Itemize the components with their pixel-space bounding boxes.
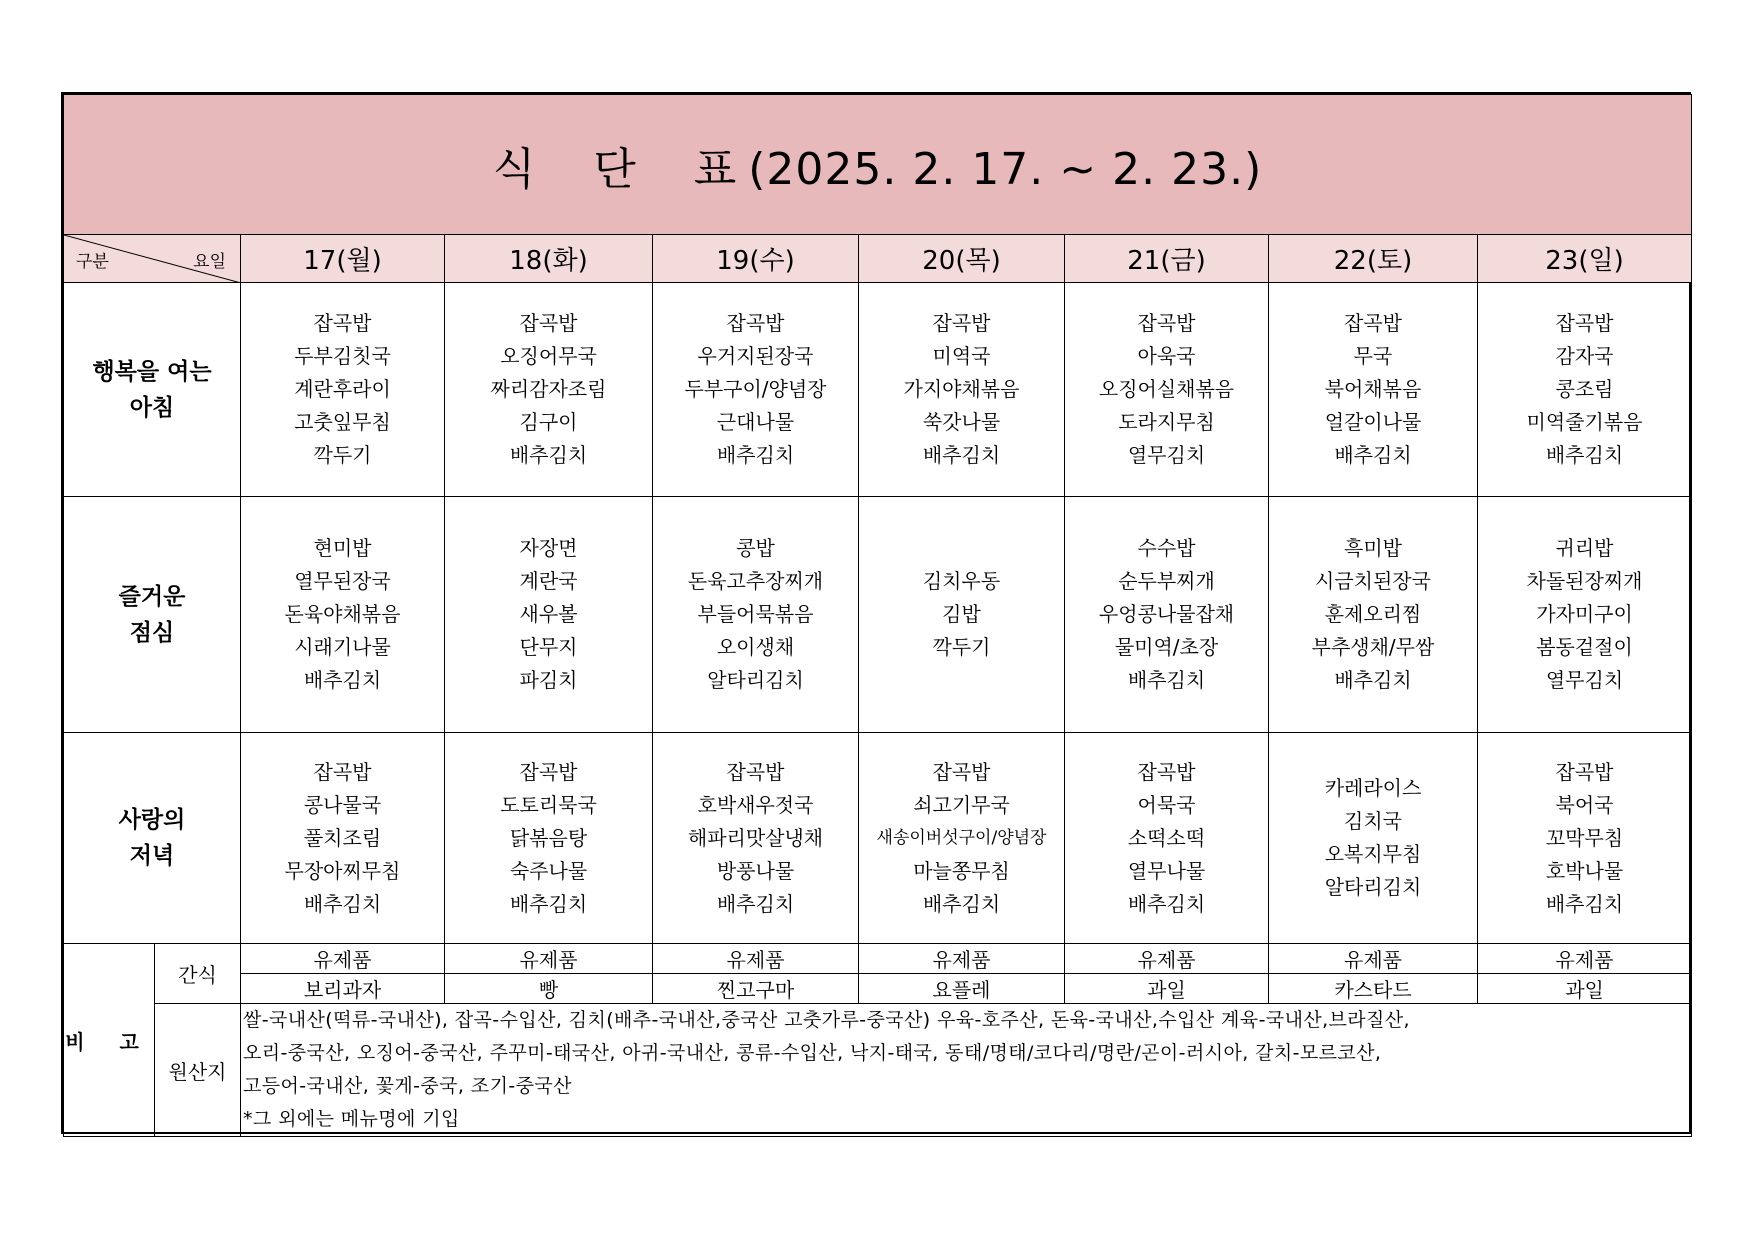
menu-item: 배추김치: [716, 443, 795, 467]
menu-item: 김구이: [519, 410, 578, 434]
menu-item: 차돌된장찌개: [1526, 569, 1643, 593]
menu-item: 방풍나물: [716, 858, 795, 883]
menu-item: 김치국: [1344, 809, 1402, 833]
menu-item: 계란국: [519, 569, 578, 593]
title-cell: [64, 95, 1692, 235]
menu-item: 김치우동: [922, 569, 1001, 593]
snack-cell: 찐고구마: [653, 974, 859, 1004]
day-header: 23(일): [1478, 235, 1692, 283]
menu-item: 귀리밥: [1555, 536, 1614, 560]
menu-cell: [1478, 733, 1692, 944]
menu-cell: [1269, 733, 1478, 944]
menu-item: 짜리감자조림: [490, 377, 607, 401]
menu-item: 닭볶음탕: [509, 825, 588, 850]
dinner-row: [64, 733, 1692, 944]
day-header: 22(토): [1269, 235, 1478, 283]
menu-item: 해파리맛살냉채: [687, 825, 824, 850]
meal-label-line: 점심: [129, 619, 175, 646]
menu-item: 도라지무침: [1118, 410, 1215, 434]
menu-item: 잡곡밥: [313, 311, 372, 335]
menu-cell: [1065, 497, 1269, 733]
menu-item: 배추김치: [1127, 668, 1206, 692]
menu-item: 부들어묵볶음: [697, 602, 814, 626]
menu-item: 시금치된장국: [1315, 569, 1431, 593]
snack-row-2: [64, 974, 1692, 1004]
menu-item: 무장아찌무침: [284, 858, 401, 883]
menu-cell: [653, 733, 859, 944]
snack-cell: 요플레: [859, 974, 1065, 1004]
menu-item: 깍두기: [932, 635, 991, 659]
menu-item: 배추김치: [1334, 443, 1412, 467]
menu-item: 두부김칫국: [294, 344, 391, 368]
snack-cell: 유제품: [445, 944, 653, 974]
origin-text: [241, 1004, 1692, 1137]
meal-label-breakfast: [64, 283, 241, 497]
snack-cell: 보리과자: [241, 974, 445, 1004]
menu-item: 알타리김치: [707, 668, 804, 692]
menu-item: 얼갈이나물: [1324, 410, 1422, 434]
menu-item: 배추김치: [1545, 443, 1624, 467]
menu-item: 배추김치: [303, 891, 382, 916]
day-header: 21(금): [1065, 235, 1269, 283]
menu-item: 새우볼: [519, 602, 578, 626]
page-title: 식 단 표(2025. 2. 17. ~ 2. 23.): [492, 143, 1263, 195]
snack-cell: 유제품: [241, 944, 445, 974]
menu-cell: [1269, 497, 1478, 733]
menu-item: 알타리김치: [1324, 875, 1422, 899]
menu-item: 소떡소떡: [1127, 825, 1206, 850]
menu-item: 현미밥: [313, 536, 372, 560]
snack-cell: 과일: [1478, 974, 1692, 1004]
remarks-label: 비 고: [64, 944, 155, 1137]
snack-cell: 카스타드: [1269, 974, 1478, 1004]
snack-cell: 과일: [1065, 974, 1269, 1004]
menu-cell: [1065, 733, 1269, 944]
meal-label-line: 즐거운: [118, 583, 186, 610]
menu-item: 시래기나물: [294, 635, 391, 659]
snack-row-1: [64, 944, 1692, 974]
breakfast-row: [64, 283, 1692, 497]
snack-cell: 유제품: [1269, 944, 1478, 974]
menu-item: 잡곡밥: [1137, 311, 1196, 335]
menu-item: 풀치조림: [303, 825, 382, 850]
menu-cell: [1065, 283, 1269, 497]
menu-item: 고춧잎무침: [294, 410, 391, 434]
menu-item: 감자국: [1555, 344, 1614, 368]
menu-item: 열무나물: [1127, 858, 1206, 883]
menu-item: 잡곡밥: [726, 759, 785, 784]
menu-item: 오징어무국: [500, 344, 597, 368]
menu-item: 우거지된장국: [697, 344, 814, 368]
menu-item: 북어채볶음: [1324, 377, 1422, 401]
menu-cell: [1478, 497, 1692, 733]
origin-row: [64, 1004, 1692, 1137]
menu-item: 배추김치: [303, 668, 382, 692]
menu-item: 숙주나물: [509, 858, 588, 883]
menu-cell: [445, 497, 653, 733]
menu-cell: [653, 283, 859, 497]
origin-note: *그 외에는 메뉴명에 기입: [243, 1108, 460, 1130]
menu-item: 파김치: [519, 668, 578, 692]
menu-cell: [445, 733, 653, 944]
menu-item: 열무김치: [1127, 443, 1206, 467]
menu-item: 열무김치: [1545, 668, 1624, 692]
menu-item: 수수밥: [1137, 536, 1196, 560]
menu-item: 단무지: [519, 635, 578, 659]
lunch-row: [64, 497, 1692, 733]
snack-cell: 유제품: [1478, 944, 1692, 974]
menu-item: 배추김치: [509, 891, 588, 916]
snack-cell: 유제품: [1065, 944, 1269, 974]
origin-label: 원산지: [155, 1004, 241, 1137]
menu-item: 잡곡밥: [1555, 759, 1614, 784]
menu-item: 잡곡밥: [726, 311, 785, 335]
menu-item: 김밥: [942, 602, 981, 626]
menu-item: 잡곡밥: [1555, 311, 1614, 335]
menu-cell: [653, 497, 859, 733]
menu-item: 오징어실채볶음: [1098, 377, 1235, 401]
snack-cell: 빵: [445, 974, 653, 1004]
menu-cell: [1269, 283, 1478, 497]
menu-item: 잡곡밥: [313, 759, 372, 784]
menu-cell: [859, 733, 1065, 944]
menu-item: 오복지무침: [1324, 842, 1422, 866]
meal-label-dinner: [64, 733, 241, 944]
menu-item: 오이생채: [716, 635, 795, 659]
meal-label-line: 행복을 여는: [92, 358, 212, 385]
menu-item: 미역줄기볶음: [1526, 410, 1643, 434]
menu-item: 배추김치: [922, 443, 1001, 467]
meal-label-line: 저녁: [129, 843, 175, 869]
menu-item: 물미역/초장: [1114, 635, 1219, 659]
origin-line: 고등어-국내산, 꽃게-중국, 조기-중국산: [243, 1075, 572, 1097]
meal-label-lunch: [64, 497, 241, 733]
menu-item: 자장면: [519, 536, 578, 560]
menu-item: 근대나물: [716, 410, 795, 434]
menu-cell: [1478, 283, 1692, 497]
menu-cell: [241, 283, 445, 497]
menu-item: 새송이버섯구이/양념장: [876, 827, 1047, 848]
menu-item: 우엉콩나물잡채: [1098, 602, 1235, 626]
meal-label-line: 아침: [129, 394, 175, 421]
menu-item: 북어국: [1555, 792, 1614, 817]
menu-item: 두부구이/양념장: [684, 377, 827, 401]
menu-item: 부추생채/무쌈: [1311, 635, 1435, 659]
menu-item: 카레라이스: [1324, 776, 1422, 800]
menu-item: 봄동겉절이: [1536, 635, 1633, 659]
menu-item: 훈제오리찜: [1324, 602, 1422, 626]
snack-cell: 유제품: [653, 944, 859, 974]
menu-item: 어묵국: [1137, 792, 1196, 817]
menu-item: 도토리묵국: [500, 792, 597, 817]
menu-item: 쇠고기무국: [913, 792, 1010, 817]
menu-item: 가자미구이: [1536, 602, 1633, 626]
menu-item: 잡곡밥: [932, 311, 991, 335]
menu-item: 돈육고추장찌개: [687, 569, 824, 593]
menu-item: 열무된장국: [294, 569, 391, 593]
menu-item: 가지야채볶음: [903, 377, 1020, 401]
menu-item: 콩나물국: [303, 792, 382, 817]
menu-item: 배추김치: [1545, 891, 1624, 916]
menu-item: 콩밥: [736, 536, 775, 560]
origin-line: 쌀-국내산(떡류-국내산), 잡곡-수입산, 김치(배추-국내산,중국산 고춧가루-중국산) 우육-호주산, 돈육-국내산,수입산 계육-국내산,브라질산,: [243, 1009, 1410, 1031]
snack-cell: 유제품: [859, 944, 1065, 974]
menu-item: 꼬막무침: [1545, 825, 1624, 850]
menu-table: [63, 94, 1692, 1137]
menu-item: 배추김치: [509, 443, 588, 467]
menu-item: 깍두기: [313, 443, 372, 467]
menu-cell: [241, 733, 445, 944]
day-header: 19(수): [653, 235, 859, 283]
menu-item: 배추김치: [1334, 668, 1412, 692]
menu-item: 마늘쫑무침: [913, 858, 1010, 883]
menu-item: 잡곡밥: [932, 759, 991, 784]
menu-item: 쑥갓나물: [922, 410, 1001, 434]
menu-cell: [859, 283, 1065, 497]
menu-item: 순두부찌개: [1118, 569, 1215, 593]
menu-item: 계란후라이: [294, 377, 391, 401]
menu-item: 호박새우젓국: [697, 792, 814, 817]
meal-label-line: 사랑의: [118, 807, 186, 833]
day-header: 17(월): [241, 235, 445, 283]
day-header: 18(화): [445, 235, 653, 283]
menu-item: 잡곡밥: [1344, 311, 1402, 335]
menu-cell: [859, 497, 1065, 733]
menu-item: 배추김치: [1127, 891, 1206, 916]
menu-cell: [445, 283, 653, 497]
menu-item: 잡곡밥: [519, 311, 578, 335]
corner-label-day: 요일: [193, 252, 226, 272]
menu-item: 호박나물: [1545, 858, 1624, 883]
menu-sheet: [61, 92, 1691, 1134]
corner-label-category: 구분: [76, 252, 109, 272]
menu-item: 배추김치: [716, 891, 795, 916]
snack-label: 간식: [155, 944, 241, 1004]
menu-item: 콩조림: [1555, 377, 1614, 401]
menu-item: 흑미밥: [1344, 536, 1402, 560]
menu-item: 잡곡밥: [519, 759, 578, 784]
menu-item: 돈육야채볶음: [284, 602, 401, 626]
day-header: 20(목): [859, 235, 1065, 283]
menu-item: 미역국: [932, 344, 991, 368]
header-corner: [64, 235, 241, 283]
menu-item: 아욱국: [1137, 344, 1196, 368]
menu-cell: [241, 497, 445, 733]
menu-item: 배추김치: [922, 891, 1001, 916]
menu-item: 잡곡밥: [1137, 759, 1196, 784]
menu-item: 무국: [1353, 344, 1393, 368]
origin-line: 오리-중국산, 오징어-중국산, 주꾸미-태국산, 아귀-국내산, 콩류-수입산, 낙지-태국, 동태/명태/코다리/명란/곤이-러시아, 갈치-모르코산,: [243, 1042, 1382, 1064]
